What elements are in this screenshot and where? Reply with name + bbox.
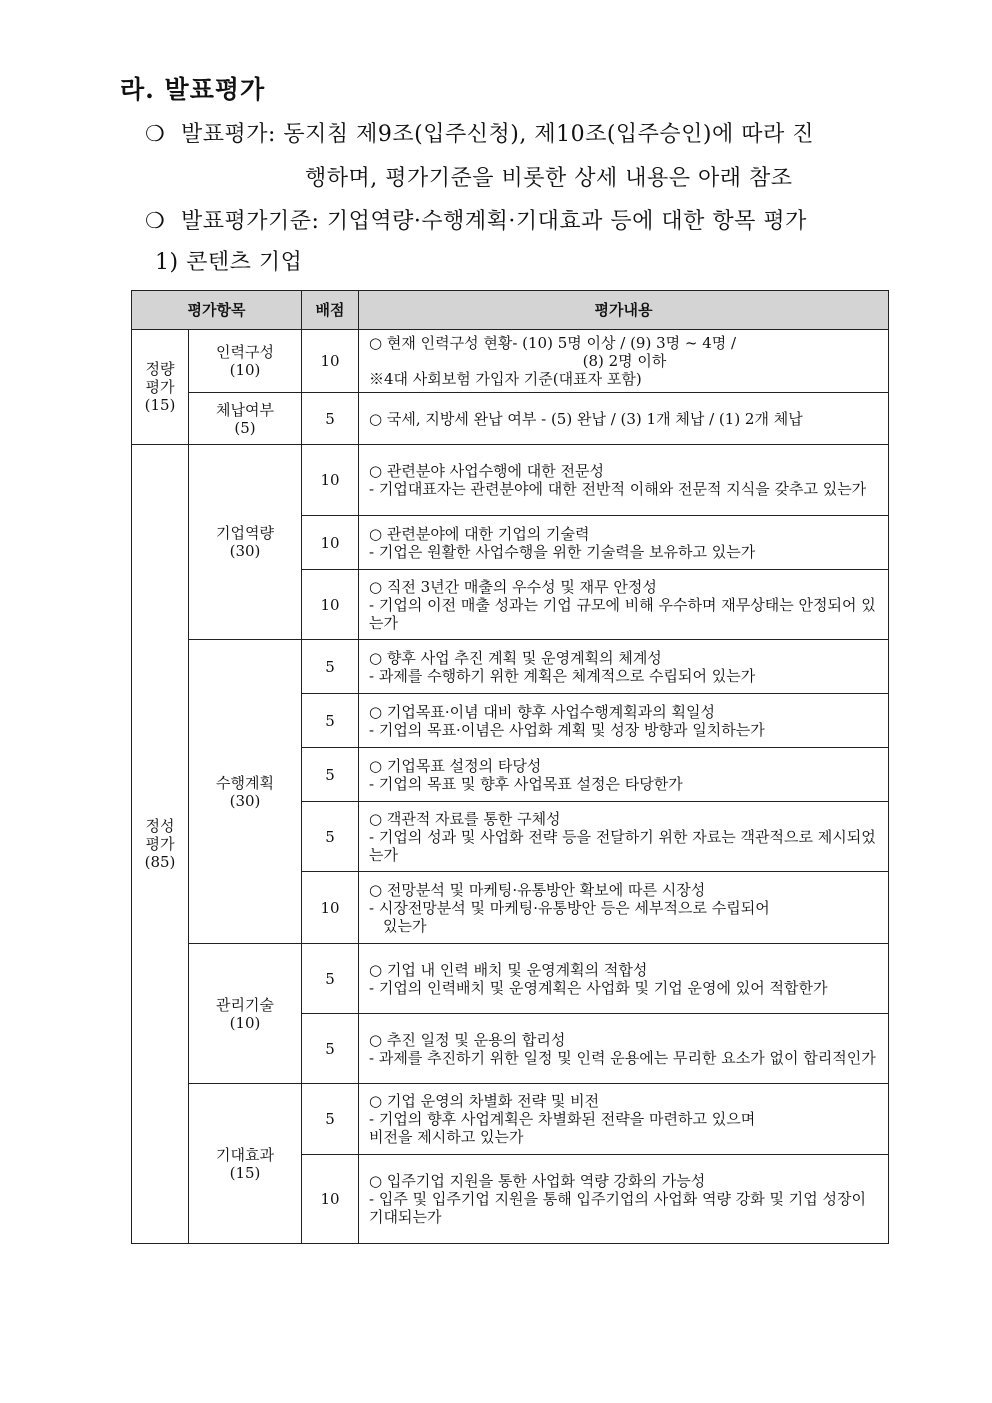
- content-line: - 기업의 이전 매출 성과는 기업 규모에 비해 우수하며 재무상태는 안정되어 있는가: [369, 595, 876, 632]
- item-label: 수행계획: [216, 773, 274, 792]
- content-cell: [359, 640, 889, 694]
- content-line: 있는가: [383, 916, 427, 935]
- content-line: ○ 관련분야 사업수행에 대한 전문성: [369, 462, 605, 480]
- content-cell: [359, 694, 889, 748]
- table-row: [132, 944, 889, 1014]
- table-row: [132, 640, 889, 694]
- section-title: 라. 발표평가: [120, 75, 266, 104]
- score-cell: 10: [302, 516, 359, 570]
- content-cell: [359, 393, 889, 445]
- bullet-text: 발표평가기준: 기업역량·수행계획·기대효과 등에 대한 항목 평가: [181, 209, 807, 234]
- score-cell: 5: [302, 748, 359, 802]
- category-label: 평가: [145, 835, 175, 853]
- header-content: 평가내용: [359, 291, 889, 330]
- bullet-mark: ❍: [145, 122, 166, 147]
- item-label: (30): [229, 791, 261, 810]
- item-cell: [189, 944, 302, 1084]
- score-cell: 5: [302, 694, 359, 748]
- category-label: (85): [144, 853, 176, 871]
- content-line: ○ 국세, 지방세 완납 여부 - (5) 완납 / (3) 1개 체납 / (1) 2개 체납: [369, 409, 803, 428]
- content-line: - 과제를 수행하기 위한 계획은 체계적으로 수립되어 있는가: [369, 666, 756, 685]
- content-line: - 기업대표자는 관련분야에 대한 전반적 이해와 전문적 지식을 갖추고 있는가: [369, 480, 867, 498]
- content-line: - 기업은 원활한 사업수행을 위한 기술력을 보유하고 있는가: [369, 542, 756, 561]
- content-line: - 기업의 성과 및 사업화 전략 등을 전달하기 위한 자료는 객관적으로 제시되었는가: [369, 827, 876, 864]
- score-cell: 10: [302, 1155, 359, 1244]
- content-line: ○ 기업 내 인력 배치 및 운영계획의 적합성: [369, 960, 648, 979]
- content-cell: [359, 802, 889, 872]
- item-cell: [189, 393, 302, 445]
- category-cell: [132, 445, 189, 1244]
- table-row: [132, 393, 889, 445]
- score-cell: 5: [302, 393, 359, 445]
- category-label: 정량: [145, 360, 175, 378]
- content-line: ○ 객관적 자료를 통한 구체성: [369, 809, 561, 828]
- content-line: ○ 추진 일정 및 운용의 합리성: [369, 1030, 566, 1049]
- score-cell: 5: [302, 802, 359, 872]
- score-cell: 5: [302, 1084, 359, 1155]
- category-label: (15): [144, 396, 176, 414]
- bullet-text: 발표평가: 동지침 제9조(입주신청), 제10조(입주승인)에 따라 진: [181, 122, 814, 147]
- content-line: - 입주 및 입주기업 지원을 통해 입주기업의 사업화 역량 강화 및 기업 성장이 기대되는가: [369, 1190, 866, 1226]
- bullet-eval-criteria: [145, 204, 807, 235]
- score-cell: 10: [302, 570, 359, 640]
- content-cell: [359, 872, 889, 944]
- item-cell: [189, 1084, 302, 1244]
- subheading: 1) 콘텐츠 기업: [155, 250, 303, 275]
- item-cell: [189, 640, 302, 944]
- header-score: 배점: [302, 291, 359, 330]
- bullet-mark: ❍: [145, 209, 166, 234]
- table-row: [132, 445, 889, 516]
- content-cell: [359, 445, 889, 516]
- content-line: - 과제를 추진하기 위한 일정 및 인력 운용에는 무리한 요소가 없이 합리적인가: [369, 1048, 876, 1067]
- table-row: [132, 1084, 889, 1155]
- content-cell: [359, 1155, 889, 1244]
- item-label: 인력구성: [216, 343, 274, 361]
- score-cell: 10: [302, 872, 359, 944]
- content-line: ○ 현재 인력구성 현황- (10) 5명 이상 / (9) 3명 ~ 4명 /: [369, 334, 737, 352]
- header-item: 평가항목: [132, 291, 302, 330]
- content-line: ○ 기업목표·이념 대비 향후 사업수행계획과의 획일성: [369, 702, 715, 721]
- score-cell: 5: [302, 1014, 359, 1084]
- item-cell: [189, 445, 302, 640]
- item-label: (15): [229, 1163, 261, 1182]
- content-cell: [359, 1084, 889, 1155]
- content-line: - 시장전망분석 및 마케팅·유통방안 등은 세부적으로 수립되어: [369, 898, 770, 917]
- bullet-presentation-eval: [145, 117, 814, 148]
- content-cell: [359, 516, 889, 570]
- score-cell: 5: [302, 944, 359, 1014]
- content-line: ○ 기업목표 설정의 타당성: [369, 756, 542, 775]
- content-line: 비전을 제시하고 있는가: [369, 1128, 524, 1146]
- content-line: ○ 입주기업 지원을 통한 사업화 역량 강화의 가능성: [369, 1172, 706, 1190]
- category-label: 평가: [145, 378, 175, 396]
- content-line: ○ 향후 사업 추진 계획 및 운영계획의 체계성: [369, 648, 662, 667]
- item-label: 체납여부: [216, 400, 274, 419]
- content-line: - 기업의 목표·이념은 사업화 계획 및 성장 방향과 일치하는가: [369, 720, 765, 739]
- item-label: (30): [229, 542, 261, 560]
- category-cell: [132, 330, 189, 445]
- content-line: (8) 2명 이하: [582, 352, 667, 370]
- item-label: 관리기술: [216, 995, 274, 1014]
- evaluation-table: [131, 290, 889, 1244]
- content-line: ○ 관련분야에 대한 기업의 기술력: [369, 524, 590, 543]
- table-header-row: [132, 291, 889, 330]
- score-cell: 10: [302, 445, 359, 516]
- bullet-continuation: 행하며, 평가기준을 비롯한 상세 내용은 아래 참조: [305, 166, 793, 191]
- item-label: (10): [229, 1013, 261, 1032]
- content-line: - 기업의 향후 사업계획은 차별화된 전략을 마련하고 있으며: [369, 1110, 756, 1128]
- item-label: (5): [234, 418, 256, 437]
- content-line: ○ 전망분석 및 마케팅·유통방안 확보에 따른 시장성: [369, 880, 706, 899]
- content-cell: [359, 570, 889, 640]
- score-cell: 5: [302, 640, 359, 694]
- content-line: - 기업의 인력배치 및 운영계획은 사업화 및 기업 운영에 있어 적합한가: [369, 978, 828, 997]
- content-cell: [359, 748, 889, 802]
- content-cell: [359, 330, 889, 393]
- item-label: 기업역량: [216, 524, 274, 542]
- item-cell: [189, 330, 302, 393]
- content-cell: [359, 944, 889, 1014]
- content-line: - 기업의 목표 및 향후 사업목표 설정은 타당한가: [369, 774, 683, 793]
- content-line: ※4대 사회보험 가입자 기준(대표자 포함): [369, 370, 642, 388]
- content-line: ○ 기업 운영의 차별화 전략 및 비전: [369, 1092, 600, 1110]
- score-cell: 10: [302, 330, 359, 393]
- content-cell: [359, 1014, 889, 1084]
- table-row: [132, 330, 889, 393]
- content-line: ○ 직전 3년간 매출의 우수성 및 재무 안정성: [369, 577, 657, 596]
- category-label: 정성: [145, 817, 175, 835]
- item-label: (10): [229, 361, 261, 379]
- item-label: 기대효과: [216, 1145, 274, 1164]
